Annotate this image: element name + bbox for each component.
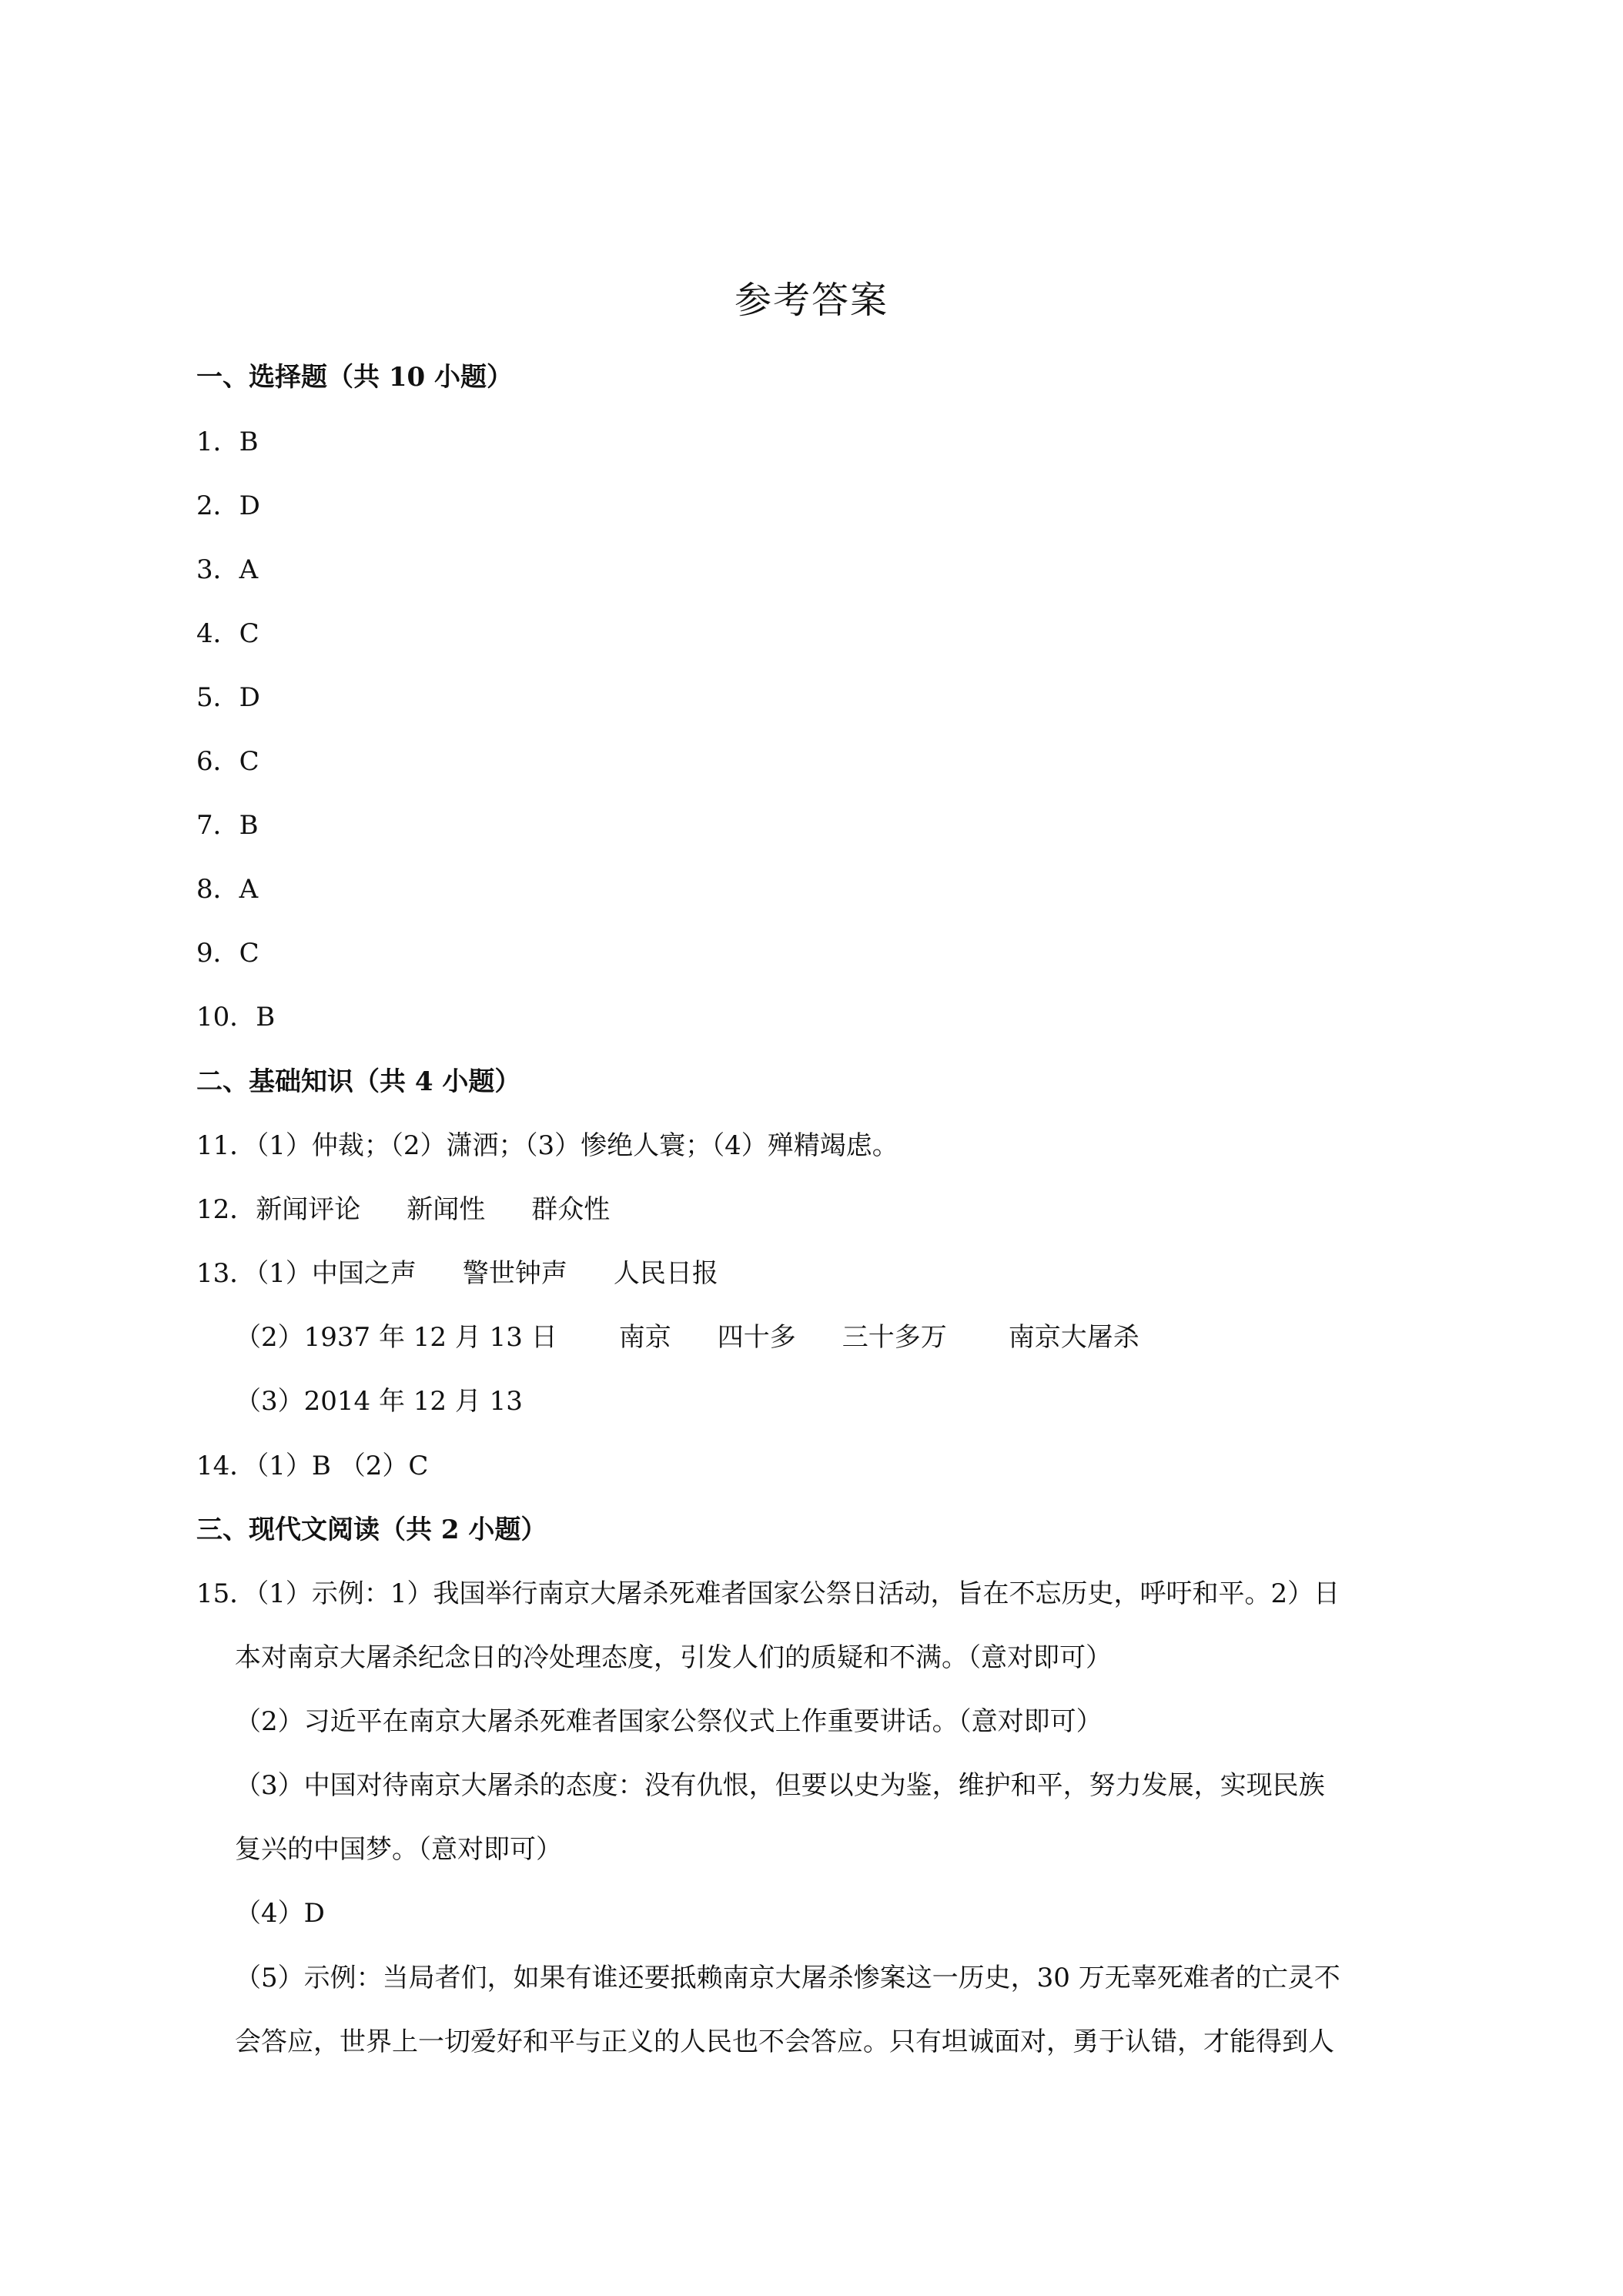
answer-10: 10．B (196, 1002, 276, 1033)
answer-3: 3．A (196, 554, 259, 585)
answer-13-2d: 三十多万 (842, 1322, 947, 1353)
answer-9: 9．C (196, 938, 259, 969)
answer-12-part-2: 新闻性 (407, 1194, 486, 1225)
answer-15-line-3: （2）习近平在南京大屠杀死难者国家公祭仪式上作重要讲话。（意对即可） (235, 1706, 1103, 1737)
answer-15-line-2: 本对南京大屠杀纪念日的冷处理态度，引发人们的质疑和不满。（意对即可） (235, 1642, 1112, 1673)
answer-12 (196, 1193, 610, 1227)
answer-13-1b: 警世钟声 (462, 1258, 567, 1289)
answer-15-line-4: （3）中国对待南京大屠杀的态度：没有仇恨，但要以史为鉴，维护和平，努力发展，实现民族 (235, 1770, 1325, 1801)
page-title: 参考答案 (734, 279, 888, 322)
answer-5: 5．D (196, 682, 260, 713)
answer-15-line-8: 会答应，世界上一切爱好和平与正义的人民也不会答应。只有坦诚面对，勇于认错，才能得到人 (235, 2027, 1334, 2057)
answer-13-line-2 (235, 1320, 1139, 1354)
answer-12-part-3: 群众性 (531, 1194, 611, 1225)
section-heading-choice: 一、选择题（共 10 小题） (196, 362, 513, 393)
answer-13-2c: 四十多 (717, 1322, 796, 1353)
answer-1: 1．B (196, 427, 259, 457)
answer-15-line-6: （4）D (235, 1898, 325, 1929)
answer-8: 8．A (196, 874, 259, 905)
answer-13-line-1 (196, 1257, 718, 1290)
answer-4: 4．C (196, 618, 259, 649)
answer-13-1c: 人民日报 (613, 1258, 718, 1289)
answer-2: 2．D (196, 490, 260, 521)
answer-13-2e: 南京大屠杀 (1008, 1322, 1139, 1353)
answer-11: 11．（1）仲裁；（2）潇洒；（3）惨绝人寰；（4）殚精竭虑。 (196, 1130, 899, 1161)
answer-15-line-5: 复兴的中国梦。（意对即可） (235, 1834, 562, 1865)
answer-6: 6．C (196, 746, 259, 777)
section-heading-basics: 二、基础知识（共 4 小题） (196, 1066, 521, 1097)
answer-14: 14．（1）B （2）C (196, 1451, 429, 1481)
section-heading-reading: 三、现代文阅读（共 2 小题） (196, 1514, 547, 1545)
answer-13-2b: 南京 (618, 1322, 671, 1353)
answer-13-line-3: （3）2014 年 12 月 13 (235, 1386, 523, 1417)
answer-15-line-1: 15．（1）示例：1）我国举行南京大屠杀死难者国家公祭日活动，旨在不忘历史，呼吁和平。2）日 (196, 1578, 1340, 1609)
answer-12-part-1: 12．新闻评论 (196, 1194, 361, 1225)
answer-13-1a: 13．（1）中国之声 (196, 1258, 417, 1289)
answer-13-2a: （2）1937 年 12 月 13 日 (235, 1322, 557, 1353)
answer-7: 7．B (196, 810, 259, 841)
answer-15-line-7: （5）示例：当局者们，如果有谁还要抵赖南京大屠杀惨案这一历史，30 万无辜死难者的亡灵不 (235, 1963, 1340, 1993)
